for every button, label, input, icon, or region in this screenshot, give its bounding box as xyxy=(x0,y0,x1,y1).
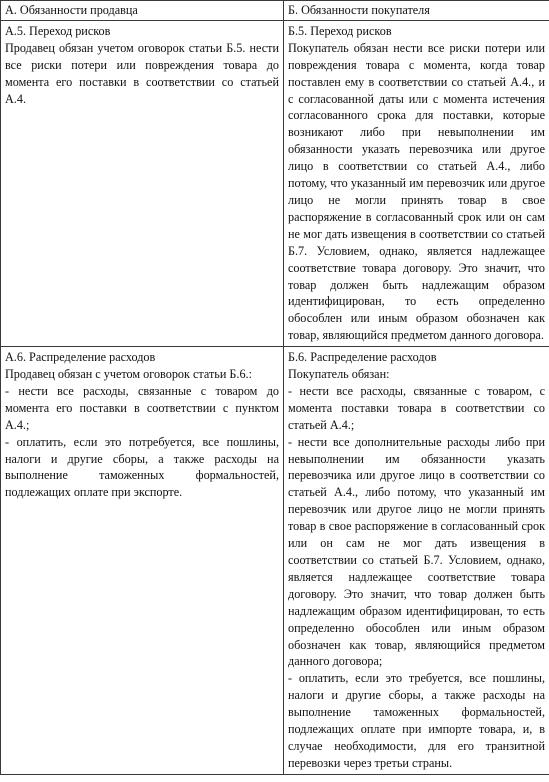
section-title: А.5. Переход рисков xyxy=(5,23,111,38)
section-paragraph: Покупатель обязан нести все риски потери или повреждения товара с момента, когда товар поставлен ему в соответствии со статьей А.4., и с согласованной даты или с момента истечения согласованного срока для поставки, которые возникают либо при невыполнении им обязанности указать перевозчика или другое лицо в соответствии со статьей А.4., либо потому, что указанный им перевозчик или другое лицо не могли принять товар в свое распоряжение в согласованный срок или он сам не мог дать извещения в соответствии со статьей Б.7. Условием, однако, является надлежащее соответствие товара договору. Это значит, что товар должен быть надлежащим образом идентифицирован, то есть определенно обособлен или иным образом обозначен как товар, являющийся предметом данного договора. xyxy=(288,40,545,343)
section-title: Б.5. Переход рисков xyxy=(288,23,392,38)
section-paragraph: - оплатить, если это требуется, все пошлины, налоги и другие сборы, а также расходы на выполнение таможенных формальностей, подлежащих оплате при импорте товара, и, в случае необходимости, для его транзитной перевозки через третьи страны. xyxy=(288,671,545,770)
section-paragraph: - нести все расходы, связанные с товаром, с момента поставки товара в соответствии со статьей А.4.; xyxy=(288,383,545,432)
cell-seller-a6 xyxy=(1,347,284,775)
section-paragraph: Продавец обязан учетом оговорок статьи Б.5. нести все риски потери или повреждения товара до момента его поставки в соответствии со статьей А.4. xyxy=(5,40,279,106)
section-paragraph: Продавец обязан с учетом оговорок статьи Б.6.: xyxy=(5,367,252,382)
cell-seller-a5 xyxy=(1,20,284,346)
table-row xyxy=(1,20,549,346)
section-title: Б.6. Распределение расходов xyxy=(288,350,437,365)
header-buyer: Б. Обязанности покупателя xyxy=(284,1,549,21)
table-row xyxy=(1,347,549,775)
section-paragraph: - нести все дополнительные расходы либо при невыполнении им обязанности указать перевозчика или другое лицо в соответствии со статьей А.4., либо потому, что указанный им перевозчик или другое лицо не могли принять товар в свое распоряжение в согласованный срок или он сам не мог дать извещения в соответствии со статьей Б.7. Условием, однако, является надлежащее соответствие товара договору. Это значит, что товар должен быть надлежащим образом идентифицирован, то есть определенно обособлен или иным образом обозначен как товар, являющийся предметом данного договора; xyxy=(288,434,545,669)
cell-buyer-b6 xyxy=(284,347,549,775)
section-title: А.6. Распределение расходов xyxy=(5,350,156,365)
section-paragraph: Покупатель обязан: xyxy=(288,367,390,382)
header-seller: А. Обязанности продавца xyxy=(1,1,284,21)
section-paragraph: - оплатить, если это потребуется, все пошлины, налоги и другие сборы, а также расходы на выполнение таможенных формальностей, подлежащих оплате при экспорте. xyxy=(5,434,279,500)
cell-buyer-b5 xyxy=(284,20,549,346)
section-paragraph: - нести все расходы, связанные с товаром до момента его поставки в соответствии с пунктом А.4.; xyxy=(5,383,279,432)
table-header-row xyxy=(1,1,549,21)
